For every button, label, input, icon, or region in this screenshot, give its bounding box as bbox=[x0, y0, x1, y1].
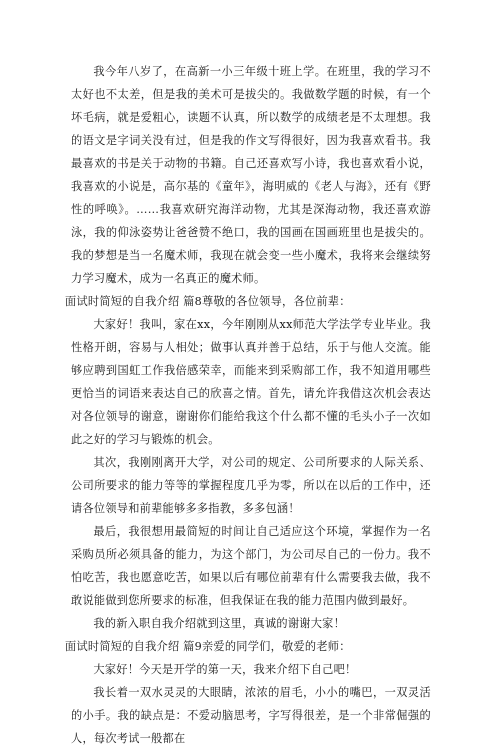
paragraph-greeting: 大家好！我叫，家在xx，今年刚刚从xx师范大学法学专业毕业。我性格开朗，容易与人相处；做事认真并善于总结，乐于与他人交流。能够应聘到国虹工作我倍感荣幸，而能来到采购部工作，我不知道用哪些更恰当的词语来表达自己的欣喜之情。首先，请允许我借这次机会表达对各位领导的谢意，谢谢你们能给我这个什么都不懂的毛头小子一次如此之好的学习与锻炼的机会。 bbox=[71, 318, 431, 446]
paragraph-secondly: 其次，我刚刚离开大学，对公司的规定、公司所要求的人际关系、公司所要求的能力等等的掌握程度几乎为零，所以在以后的工作中，还请各位领导和前辈能够多多指教，多多包涵！ bbox=[71, 456, 431, 515]
paragraph-appearance: 我长着一双水灵灵的大眼睛，浓浓的眉毛，小小的嘴巴，一双灵活的小手。我的缺点是：不爱动脑思考，字写得很差，是一个非常倔强的人，每次考试一般都在 bbox=[71, 686, 431, 745]
paragraph-finally: 最后，我很想用最简短的时间让自己适应这个环境，掌握作为一名采购员所必须具备的能力，为这个部门，为公司尽自己的一份力。我不怕吃苦，我也愿意吃苦，如果以后有哪位前辈有什么需要我去做，我不敢说能做到您所要求的标准，但我保证在我的能力范围内做到最好。 bbox=[71, 525, 431, 607]
paragraph-intro-self: 我今年八岁了，在高新一小三年级十班上学。在班里，我的学习不太好也不太差，但是我的美术可是拔尖的。我做数学题的时候，有一个坏毛病，就是爱粗心，读题不认真，所以数学的成绩老是不太理想。我的语文是字词关没有过，但是我的作文写得很好，因为我喜欢看书。我最喜欢的书是关于动物的书籍。自己还喜欢写小诗，我也喜欢看小说，我喜欢的小说是，高尔基的《童年》，海明威的《老人与海》，还有《野性的呼唤》。……我喜欢研究海洋动物，尤其是深海动物，我还喜欢游泳，我的仰泳姿势让爸爸赞不绝口，我的国画在国画班里也是拔尖的。我的梦想是当一名魔术师，我现在就会变一些小魔术，我将来会继续努力学习魔术，成为一名真正的魔术师。 bbox=[71, 65, 431, 285]
section-heading-9: 面试时简短的自我介绍 篇9亲爱的同学们，敬爱的老师： bbox=[65, 640, 351, 653]
paragraph-thanks: 我的新入职自我介绍就到这里，真诚的谢谢大家！ bbox=[93, 617, 346, 630]
section-heading-8: 面试时简短的自我介绍 篇8尊敬的各位领导，各位前辈： bbox=[65, 295, 351, 308]
paragraph-hello: 大家好！今天是开学的第一天，我来介绍下自己吧！ bbox=[93, 663, 357, 676]
